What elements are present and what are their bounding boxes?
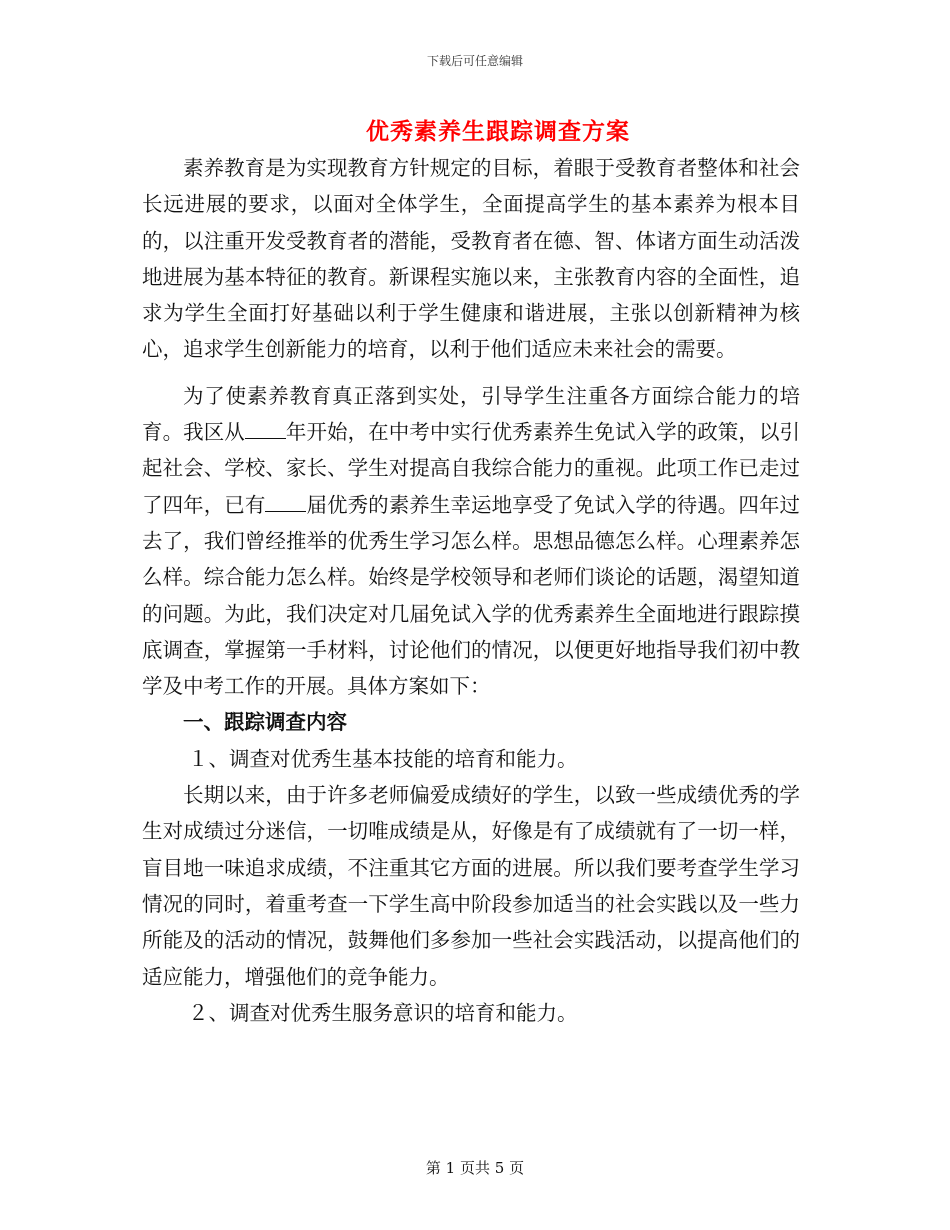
- session-count-blank: [265, 493, 306, 512]
- list-item-service-awareness: ２、调查对优秀生服务意识的培育和能力。: [188, 1000, 578, 1025]
- document-body: [142, 150, 800, 1031]
- paragraph-policy: [142, 378, 800, 705]
- section-heading-investigation-content: 一、跟踪调查内容: [183, 710, 347, 735]
- list-item-basic-skills: １、调查对优秀生基本技能的培育和能力。: [188, 746, 578, 771]
- page-number-footer: 第 1 页共 5 页: [425, 1159, 525, 1177]
- document-title: 优秀素养生跟踪调查方案: [366, 118, 630, 145]
- paragraph-policy-part-1: 为了使素养教育真正落到实处，引导学生注重各方面综合能力的培育。我区从: [142, 383, 800, 445]
- paragraph-policy-part-2: 年开始，在中考中实行优秀素养生免试入学的政策，以引起社会、学校、家长、学生对提高自我综合能力的重视。此项工作已走过了四年，已有: [142, 420, 801, 517]
- paragraph-policy-part-3: 届优秀的素养生幸运地享受了免试入学的待遇。四年过去了，我们曾经推举的优秀生学习怎么样。思想品德怎么样。心理素养怎么样。综合能力怎么样。始终是学校领导和老师们谈论的话题，渴望知道的问题。为此，我们决定对几届免试入学的优秀素养生全面地进行跟踪摸底调查，掌握第一手材料，讨论他们的情况，以便更好地指导我们初中教学及中考工作的开展。具体方案如下：: [142, 492, 801, 699]
- paragraph-intro: 素养教育是为实现教育方针规定的目标，着眼于受教育者整体和社会长远进展的要求，以面对全体学生，全面提高学生的基本素养为根本目的，以注重开发受教育者的潜能，受教育者在德、智、体诸方面生动活泼地进展为基本特征的教育。新课程实施以来，主张教育内容的全面性，追求为学生全面打好基础以利于学生健康和谐进展，主张以创新精神为核心，追求学生创新能力的培育，以利于他们适应未来社会的需要。: [142, 156, 800, 362]
- paragraph-basic-skills-detail: 长期以来，由于许多老师偏爱成绩好的学生，以致一些成绩优秀的学生对成绩过分迷信，一切唯成绩是从，好像是有了成绩就有了一切一样，盲目地一味追求成绩，不注重其它方面的进展。所以我们要考查学生学习情况的同时，着重考查一下学生高中阶段参加适当的社会实践以及一些力所能及的活动的情况，鼓舞他们多参加一些社会实践活动，以提高他们的适应能力，增强他们的竞争能力。: [142, 783, 800, 989]
- page-header-note: 下载后可任意编辑: [426, 54, 523, 68]
- year-blank: [245, 420, 286, 439]
